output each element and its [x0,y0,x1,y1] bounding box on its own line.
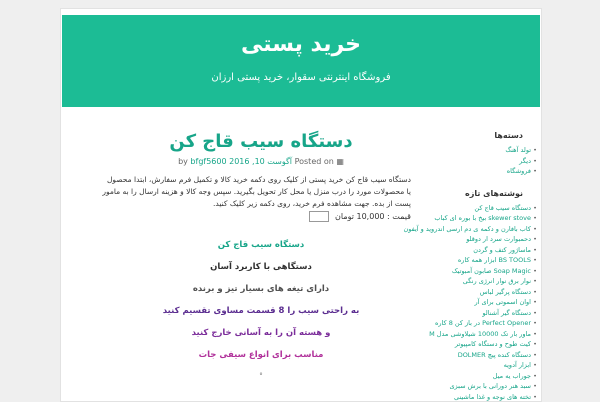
recent-post-item[interactable]: • دستگاه پرگیر لباس [441,287,541,298]
recent-posts-list [441,203,541,402]
posted-on: Posted on [295,157,334,166]
post-title[interactable]: دستگاه سیب قاج کن [101,131,421,152]
category-item[interactable]: • تولد آهنگ [441,145,541,156]
categories-title: دسته‌ها [441,131,541,140]
page-container [60,8,542,402]
post-author[interactable]: bfgf5600 [190,157,226,166]
site-title[interactable]: خرید پستی [62,32,540,57]
site-header [62,15,540,107]
categories-list [441,145,541,177]
feature-line: به راحتی سیب را 8 قسمت مساوی تقسیم کنید [101,306,421,316]
recent-post-item[interactable]: • کیت طوح و دستگاه کامپیوتر [441,339,541,350]
recent-post-item[interactable]: • دستگاه سیب قاج کن [441,203,541,214]
meta-by: by [178,157,188,166]
quantity-input[interactable] [309,211,329,222]
recent-post-item[interactable]: • دستگاه گیر آشنالو [441,308,541,319]
recent-post-item[interactable]: • ابزار آدویه [441,360,541,371]
feature-line: مناسب برای انواع سیفی جات [101,350,421,360]
site-description: فروشگاه اینترنتی سقوار، خرید پستی ارزان [62,72,540,83]
feature-line: دارای تیغه های بسیار تیز و برنده [101,284,421,294]
recent-post-item[interactable]: • Perfect Opener در باز کن 8 کاره [441,318,541,329]
recent-post-item[interactable]: • skewer stove بیخ با بوره ای کباب [441,213,541,224]
calendar-icon: ▦ [336,157,344,166]
post-body: دستگاه سیب قاج کن خرید پستی از کلیک روی دکمه خرید کالا و تکمیل فرم سفارش، ابتدا محصول یا محصولات مورد را درب منزل یا محل کار تحویل بگیرید. سپس وجه کالا و هزینه ارسال را به مامور پست از بده. جهت مشاهده فرم خرید، روی دکمه زیر کلیک کنید. [101,174,421,210]
feature-list [101,240,421,380]
recent-post-item[interactable]: • تخته های نوجه و غذا ماشینی [441,392,541,402]
main-content [101,131,421,380]
end-marker: ° [101,372,421,380]
price-label: قیمت : 10,000 تومان [335,212,411,221]
recent-post-item[interactable]: • BS TOOLS ابزار همه کاره [441,255,541,266]
feature-line: دستگاهی با کاربرد آسان [101,262,421,272]
recent-post-item[interactable]: • اوان اسموتی برای آر [441,297,541,308]
recent-post-item[interactable]: • Soap Magic صابون آمبوتیک [441,266,541,277]
recent-post-item[interactable]: • جوراب یه میل [441,371,541,382]
recent-post-item[interactable]: • نوار برق نوار انرژی رنگی [441,276,541,287]
recent-post-item[interactable]: • سبد هنر دورانی با برش سبزی [441,381,541,392]
recent-post-item[interactable]: • دستگاه کنده پیچ DOLMER [441,350,541,361]
post-date[interactable]: آگوست 10, 2016 [229,157,292,166]
recent-posts-title: نوشته‌های تازه [441,189,541,198]
recent-post-item[interactable]: • کاب بافارن و دکمه ی دم ارسی اندروید و آیفون [441,224,541,235]
feature-line: دستگاه سیب قاج کن [101,240,421,250]
recent-post-item[interactable]: • دحمبوارت سرد ار دوقلو [441,234,541,245]
feature-line: و هسته آن را به آسانی خارج کنید [101,328,421,338]
post-meta [101,157,421,166]
category-item[interactable]: • دیگر [441,156,541,167]
category-item[interactable]: • فروشگاه [441,166,541,177]
price-row [101,211,421,222]
recent-post-item[interactable]: • ماساژور کتف و گردن [441,245,541,256]
sidebar [441,131,541,402]
recent-post-item[interactable]: • ماور بار تک 10000 شیلاوشی مدل M [441,329,541,340]
